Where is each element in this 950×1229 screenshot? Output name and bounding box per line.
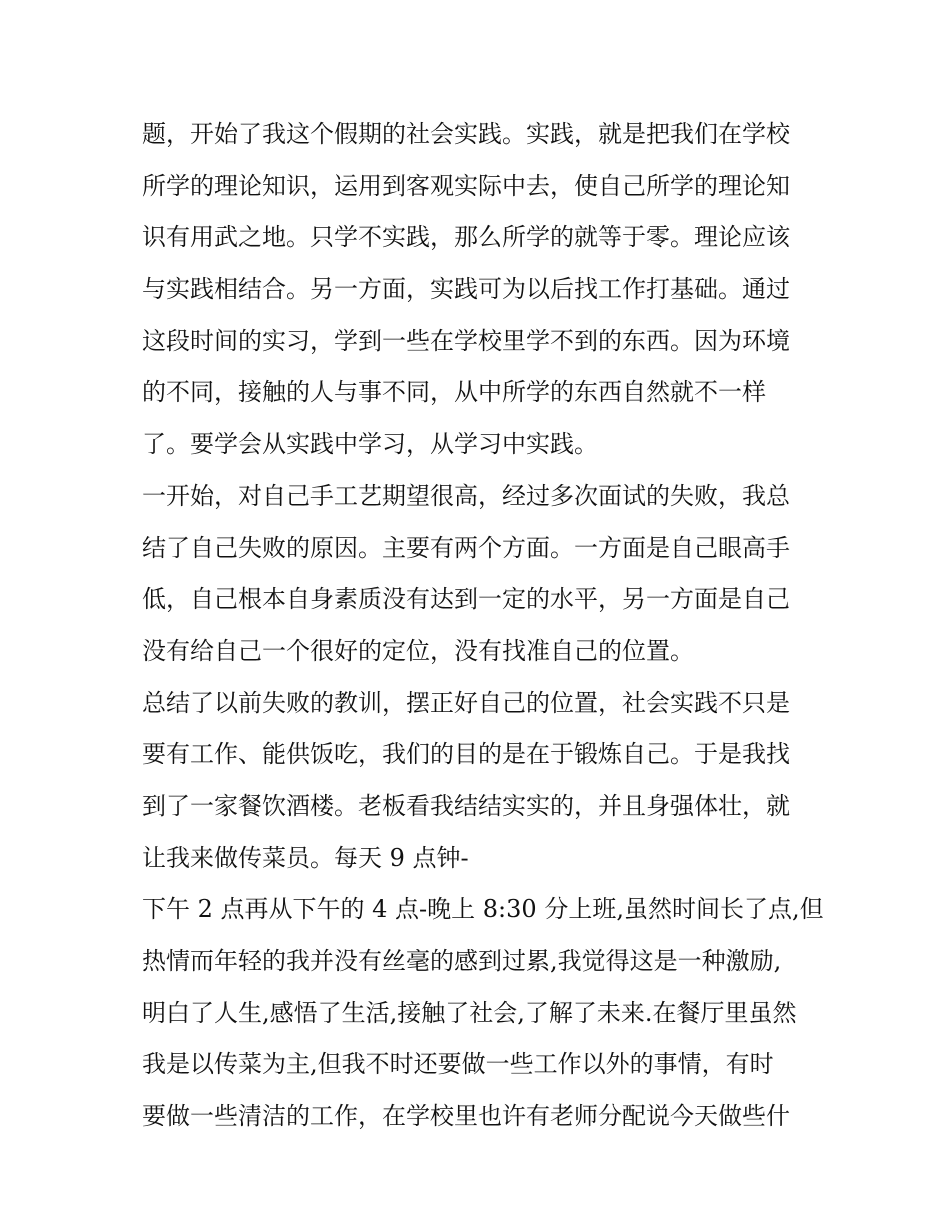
text-line: 与实践相结合。另一方面，实践可为以后找工作打基础。通过 bbox=[142, 275, 790, 304]
text-line: 识有用武之地。只学不实践，那么所学的就等于零。理论应该 bbox=[142, 223, 790, 252]
body-text bbox=[142, 109, 822, 1143]
text-line: 的不同，接触的人与事不同，从中所学的东西自然就不一样 bbox=[142, 378, 766, 407]
text-line: 下午 2 点再从下午的 4 点-晚上 8:30 分上班,虽然时间长了点,但 bbox=[142, 895, 824, 924]
text-line: 没有给自己一个很好的定位，没有找准自己的位置。 bbox=[142, 636, 694, 665]
text-line: 结了自己失败的原因。主要有两个方面。一方面是自己眼高手 bbox=[142, 533, 790, 562]
text-line: 我是以传菜为主,但我不时还要做一些工作以外的事情，有时 bbox=[142, 1050, 774, 1079]
text-line: 题，开始了我这个假期的社会实践。实践，就是把我们在学校 bbox=[142, 120, 790, 148]
text-line: 一开始，对自己手工艺期望很高，经过多次面试的失败，我总 bbox=[142, 481, 790, 510]
text-line: 明白了人生,感悟了生活,接触了社会,了解了未来.在餐厅里虽然 bbox=[142, 998, 797, 1027]
text-line: 要有工作、能供饭吃，我们的目的是在于锻炼自己。于是我找 bbox=[142, 740, 790, 769]
text-line: 到了一家餐饮酒楼。老板看我结结实实的，并且身强体壮，就 bbox=[142, 791, 790, 820]
text-line: 所学的理论知识，运用到客观实际中去，使自己所学的理论知 bbox=[142, 171, 790, 200]
text-line: 这段时间的实习，学到一些在学校里学不到的东西。因为环境 bbox=[142, 326, 790, 355]
text-line: 了。要学会从实践中学习，从学习中实践。 bbox=[142, 430, 598, 459]
text-line: 低，自己根本自身素质没有达到一定的水平，另一方面是自己 bbox=[142, 585, 790, 614]
text-line: 让我来做传菜员。每天 9 点钟- bbox=[142, 843, 469, 872]
text-line: 要做一些清洁的工作，在学校里也许有老师分配说今天做些什 bbox=[142, 1102, 790, 1131]
text-line: 热情而年轻的我并没有丝毫的感到过累,我觉得这是一种激励, bbox=[142, 947, 782, 975]
text-line: 总结了以前失败的教训，摆正好自己的位置，社会实践不只是 bbox=[142, 688, 790, 717]
